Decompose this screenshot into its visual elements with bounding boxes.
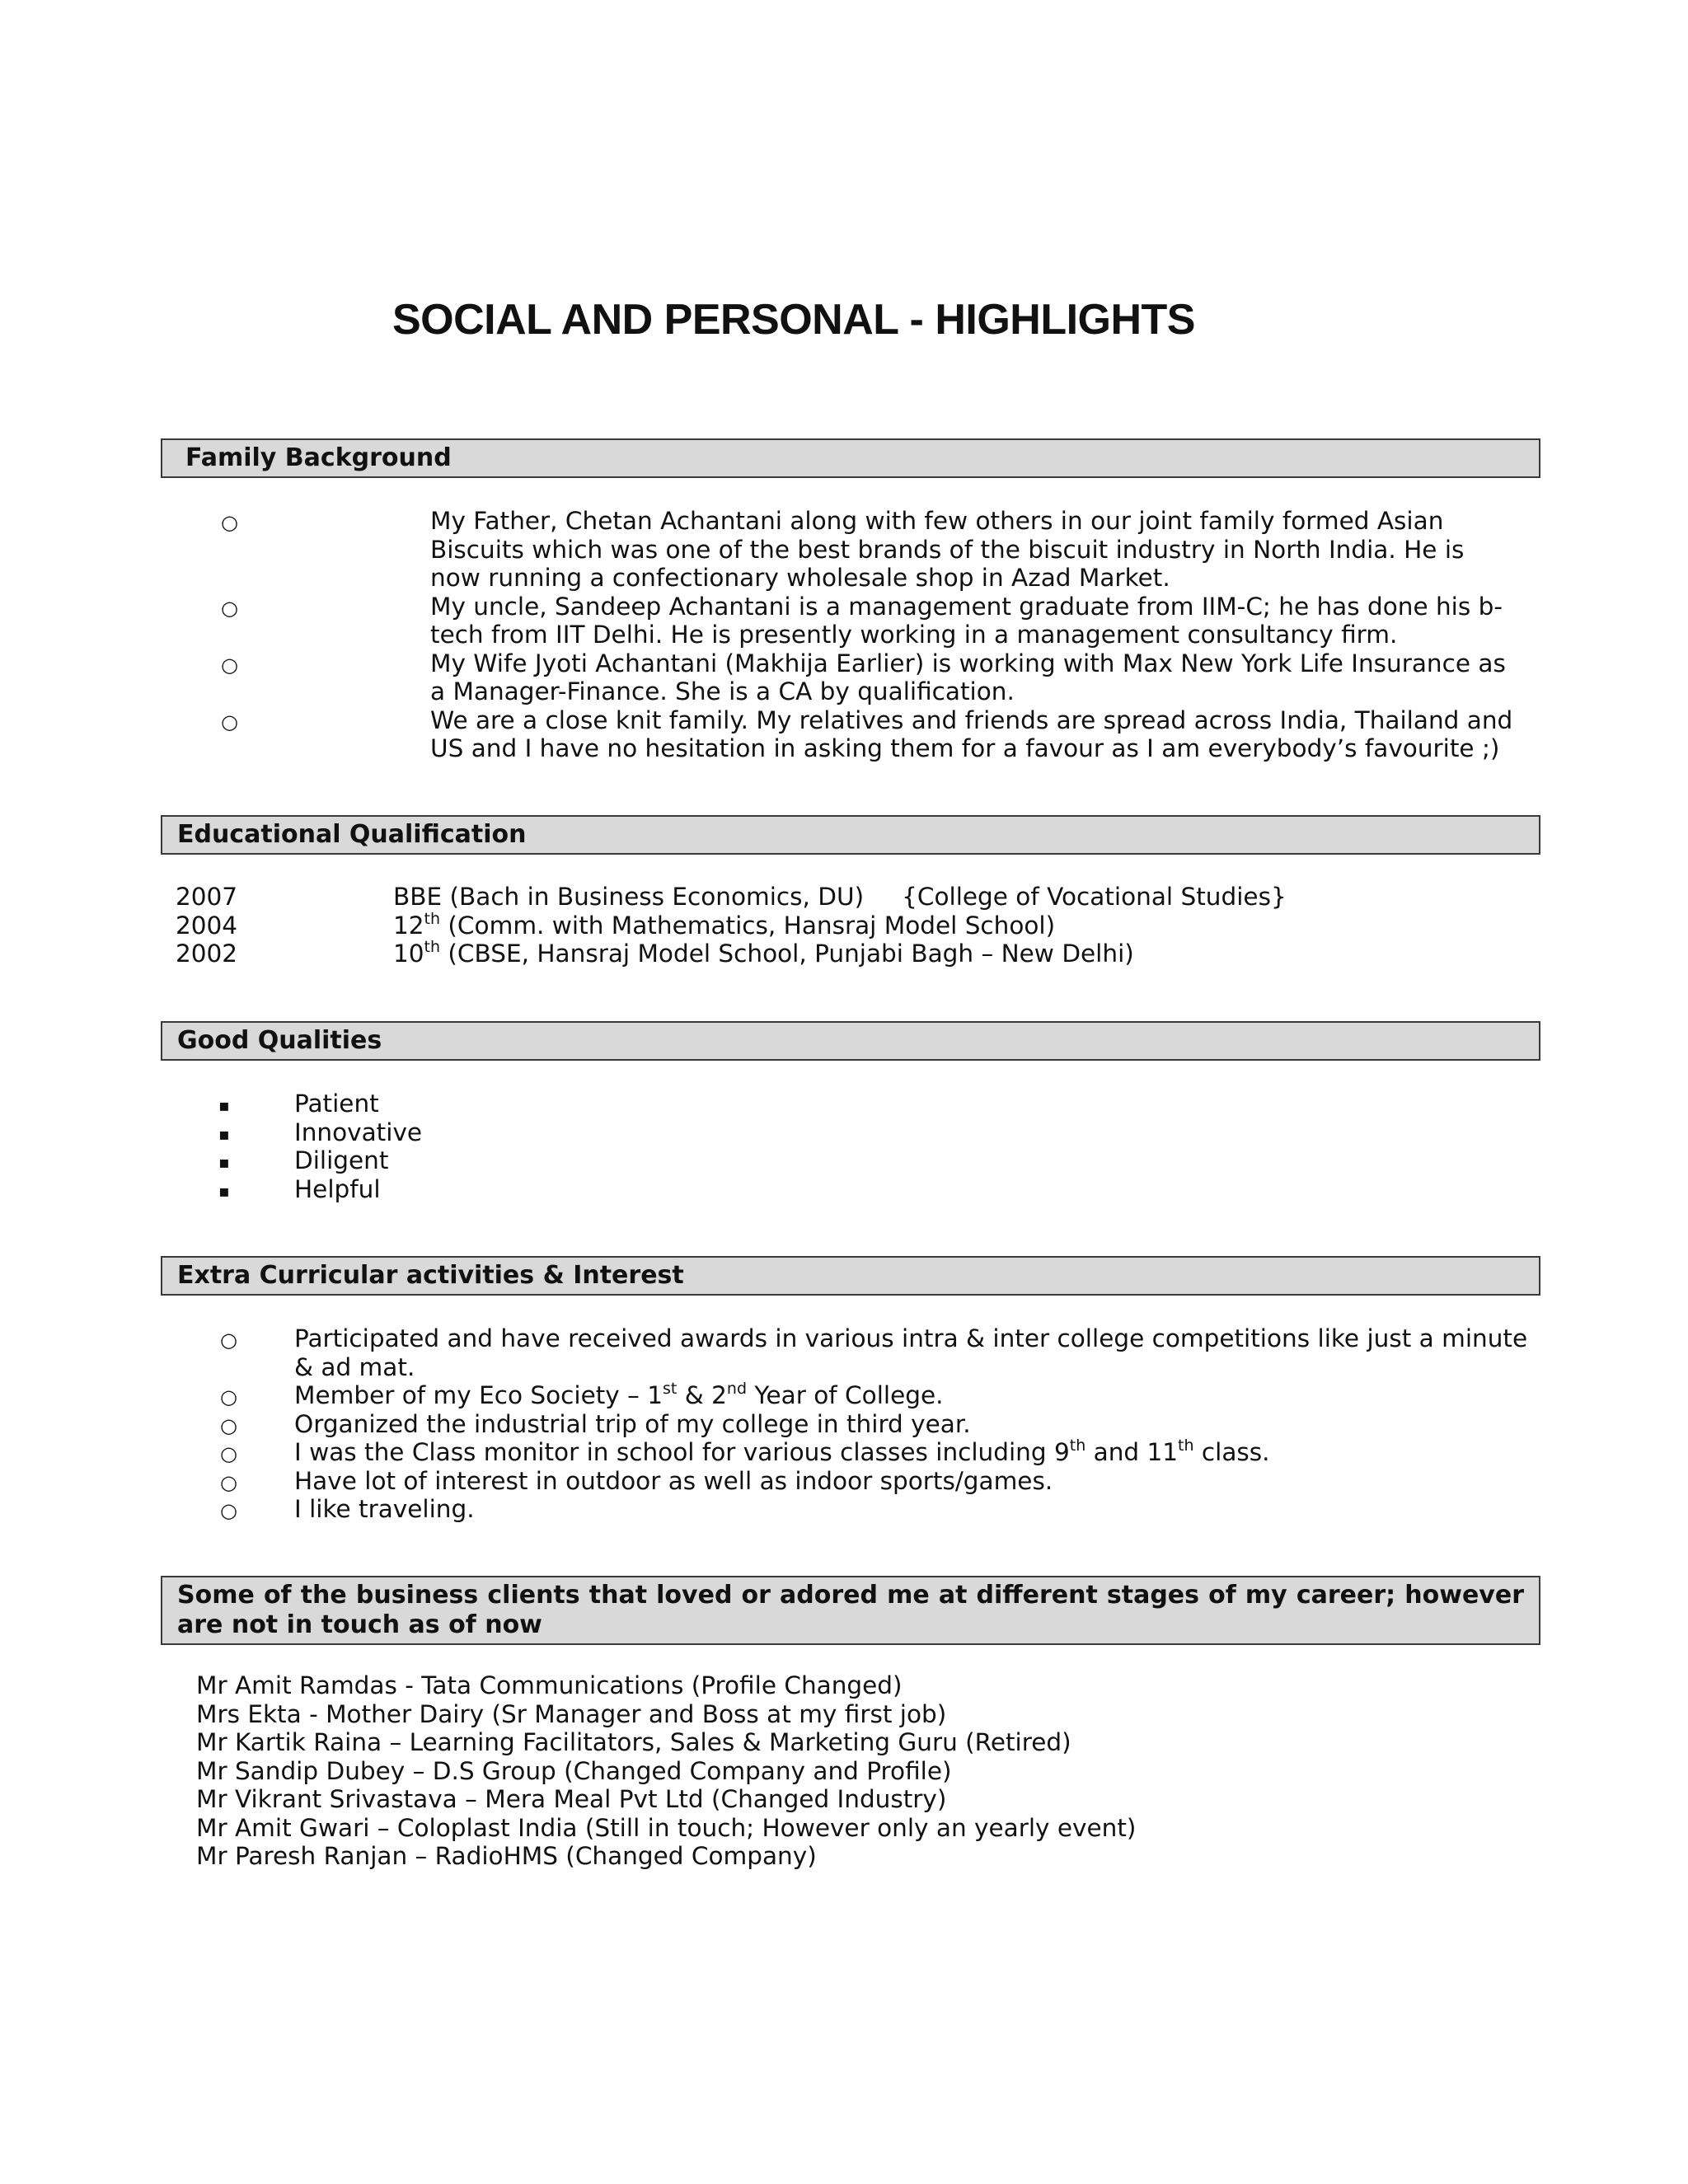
list-item: ▪ Helpful [161, 1175, 422, 1204]
circle-bullet-icon: ○ [220, 1442, 237, 1465]
education-year: 2007 [176, 883, 238, 911]
list-item: ○ Organized the industrial trip of my college in third year. [161, 1410, 1529, 1439]
section-header-extra-curricular: Extra Curricular activities & Interest [161, 1256, 1540, 1296]
list-item: ○ I was the Class monitor in school for various classes including 9th and 11th class. [161, 1438, 1529, 1467]
section-header-good-qualities: Good Qualities [161, 1021, 1540, 1061]
list-item: ○ My uncle, Sandeep Achantani is a management graduate from IIM-C; he has done his b-tech from IIT Delhi. He is presently working in a management consultancy firm. [221, 592, 1503, 649]
circle-bullet-icon: ○ [221, 653, 238, 677]
education-detail: 10th (CBSE, Hansraj Model School, Punjabi Bagh – New Delhi) [393, 938, 1134, 968]
list-item: ○ I like traveling. [161, 1495, 1529, 1524]
education-detail: 12th (Comm. with Mathematics, Hansraj Model School) [393, 909, 1056, 940]
education-row [176, 909, 1287, 940]
page-title: SOCIAL AND PERSONAL - HIGHLIGHTS [392, 296, 1195, 344]
extra-curricular-list [161, 1324, 1529, 1524]
list-item: ○ We are a close knit family. My relatives and friends are spread across India, Thailand and US and I have no hesitation in asking them for a favour as I am everybody’s favourite ;) [221, 705, 1513, 762]
section-header-educational-qualification: Educational Qualification [161, 815, 1540, 855]
circle-bullet-icon: ○ [220, 1470, 237, 1494]
list-item: Mr Amit Gwari – Coloplast India (Still in touch; However only an yearly event) [196, 1813, 1137, 1842]
list-item: ▪ Patient [161, 1090, 422, 1118]
circle-bullet-icon: ○ [220, 1329, 237, 1352]
list-item: ▪ Diligent [161, 1146, 422, 1175]
circle-bullet-icon: ○ [221, 710, 238, 733]
square-bullet-icon: ▪ [218, 1180, 230, 1201]
list-item: Mr Kartik Raina – Learning Facilitators, Sales & Marketing Guru (Retired) [196, 1728, 1071, 1756]
education-detail: BBE (Bach in Business Economics, DU) {College of Vocational Studies} [393, 883, 1287, 911]
list-item: Mr Vikrant Srivastava – Mera Meal Pvt Ltd (Changed Industry) [196, 1785, 947, 1813]
education-year: 2002 [176, 940, 238, 968]
circle-bullet-icon: ○ [220, 1499, 237, 1522]
list-item: Mrs Ekta - Mother Dairy (Sr Manager and Boss at my first job) [196, 1699, 947, 1728]
list-item: Mr Paresh Ranjan – RadioHMS (Changed Company) [196, 1842, 817, 1870]
circle-bullet-icon: ○ [221, 511, 238, 534]
list-item: ○ Have lot of interest in outdoor as well as indoor sports/games. [161, 1467, 1529, 1496]
square-bullet-icon: ▪ [218, 1152, 230, 1172]
education-row [176, 940, 1287, 968]
section-header-family-background: Family Background [161, 438, 1540, 478]
education-table [176, 883, 1287, 968]
list-item: Mr Sandip Dubey – D.S Group (Changed Company and Profile) [196, 1756, 952, 1785]
list-item: ○ My Wife Jyoti Achantani (Makhija Earlier) is working with Max New York Life Insurance as a Manager-Finance. She is a CA by qualification. [221, 649, 1506, 705]
education-year: 2004 [176, 911, 238, 940]
family-background-list [161, 507, 1521, 763]
good-qualities-list [161, 1090, 422, 1203]
circle-bullet-icon: ○ [220, 1385, 237, 1408]
square-bullet-icon: ▪ [218, 1123, 230, 1144]
list-item: ○ Member of my Eco Society – 1st & 2nd Year of College. [161, 1381, 1529, 1410]
circle-bullet-icon: ○ [221, 596, 238, 620]
list-item: Mr Amit Ramdas - Tata Communications (Profile Changed) [196, 1671, 903, 1699]
education-row [176, 883, 1287, 912]
list-item: ○ Participated and have received awards in various intra & inter college competitions like just a minute & ad mat. [220, 1324, 1528, 1381]
square-bullet-icon: ▪ [218, 1095, 230, 1115]
list-item: ○ My Father, Chetan Achantani along with few others in our joint family formed Asian Biscuits which was one of the best brands of the biscuit industry in North India. He is now running a confectionary wholesale shop in Azad Market. [221, 507, 1465, 592]
list-item: ▪ Innovative [161, 1118, 422, 1147]
business-clients-list [196, 1671, 1136, 1871]
section-header-business-clients: Some of the business clients that loved or adored me at different stages of my career; however are not in touch as of now [161, 1576, 1540, 1645]
circle-bullet-icon: ○ [220, 1413, 237, 1437]
